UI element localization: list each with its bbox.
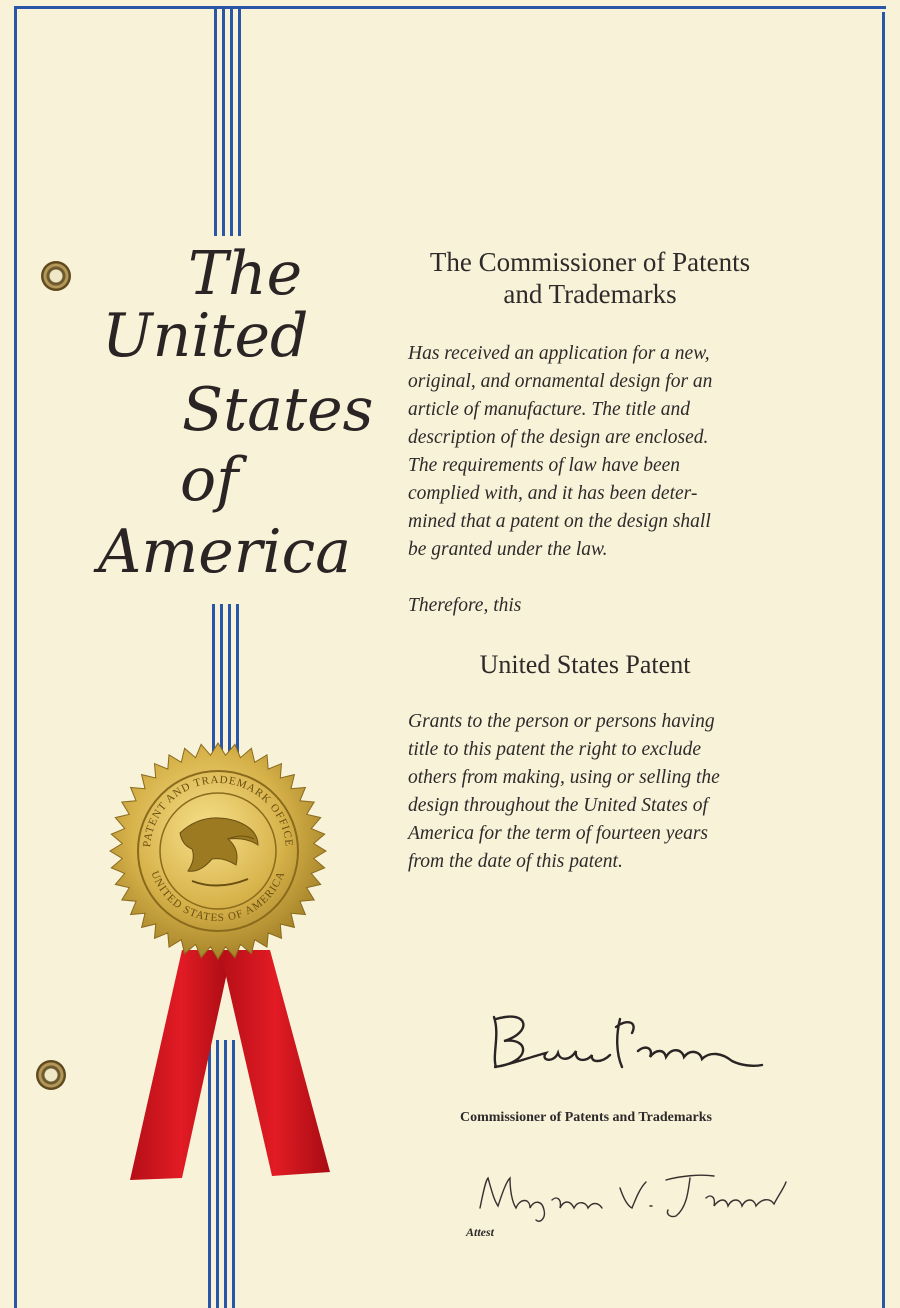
frame-right (882, 12, 885, 1308)
seal-text-top: PATENT AND TRADEMARK OFFICE (141, 773, 295, 848)
paragraph-line: others from making, using or selling the (408, 767, 720, 788)
paragraph-line: The requirements of law have been (408, 455, 681, 476)
heading-line-states: States (182, 375, 374, 445)
commissioner-title-line2: and Trademarks (503, 279, 677, 309)
signature-attest (470, 1158, 790, 1228)
paragraph-line: title to this patent the right to exclude (408, 739, 701, 760)
paragraph-line: description of the design are enclosed. (408, 427, 709, 448)
signature-commissioner (470, 1005, 770, 1085)
signature-caption-attest: Attest (466, 1225, 495, 1239)
paragraph-line: America for the term of fourteen years (408, 823, 709, 844)
patent-office-seal (108, 741, 328, 961)
paragraph-line: Has received an application for a new, (408, 343, 710, 364)
paragraph-line: mined that a patent on the design shall (408, 511, 711, 532)
seal-text-bottom: UNITED STATES OF AMERICA (148, 869, 288, 925)
paragraph-line: complied with, and it has been deter- (408, 483, 698, 504)
therefore-line: Therefore, this (408, 595, 522, 616)
red-ribbon (120, 930, 340, 1190)
paragraph-line: design throughout the United States of (408, 795, 708, 816)
binding-hole-bottom (36, 1060, 66, 1090)
heading-line-united: United (102, 301, 309, 371)
patent-title: United States Patent (479, 650, 691, 679)
paragraph-line: Grants to the person or persons having (408, 711, 715, 732)
frame-top (14, 6, 886, 9)
paragraph-line: be granted under the law. (408, 539, 608, 560)
commissioner-title-line1: The Commissioner of Patents (429, 247, 751, 277)
grant-paragraph (408, 708, 770, 876)
heading-line-of: of (180, 445, 239, 515)
paragraph-line: article of manufacture. The title and (408, 399, 690, 420)
application-paragraph (408, 340, 770, 564)
paragraph-line: original, and ornamental design for an (408, 371, 713, 392)
frame-left (14, 6, 17, 1308)
signature-caption-commissioner: Commissioner of Patents and Trademarks (460, 1110, 712, 1125)
commissioner-title (395, 246, 785, 310)
heading-line-the: The (188, 239, 303, 309)
paragraph-line: from the date of this patent. (408, 851, 623, 872)
heading-line-america: America (98, 517, 351, 587)
binding-hole-top (41, 261, 71, 291)
